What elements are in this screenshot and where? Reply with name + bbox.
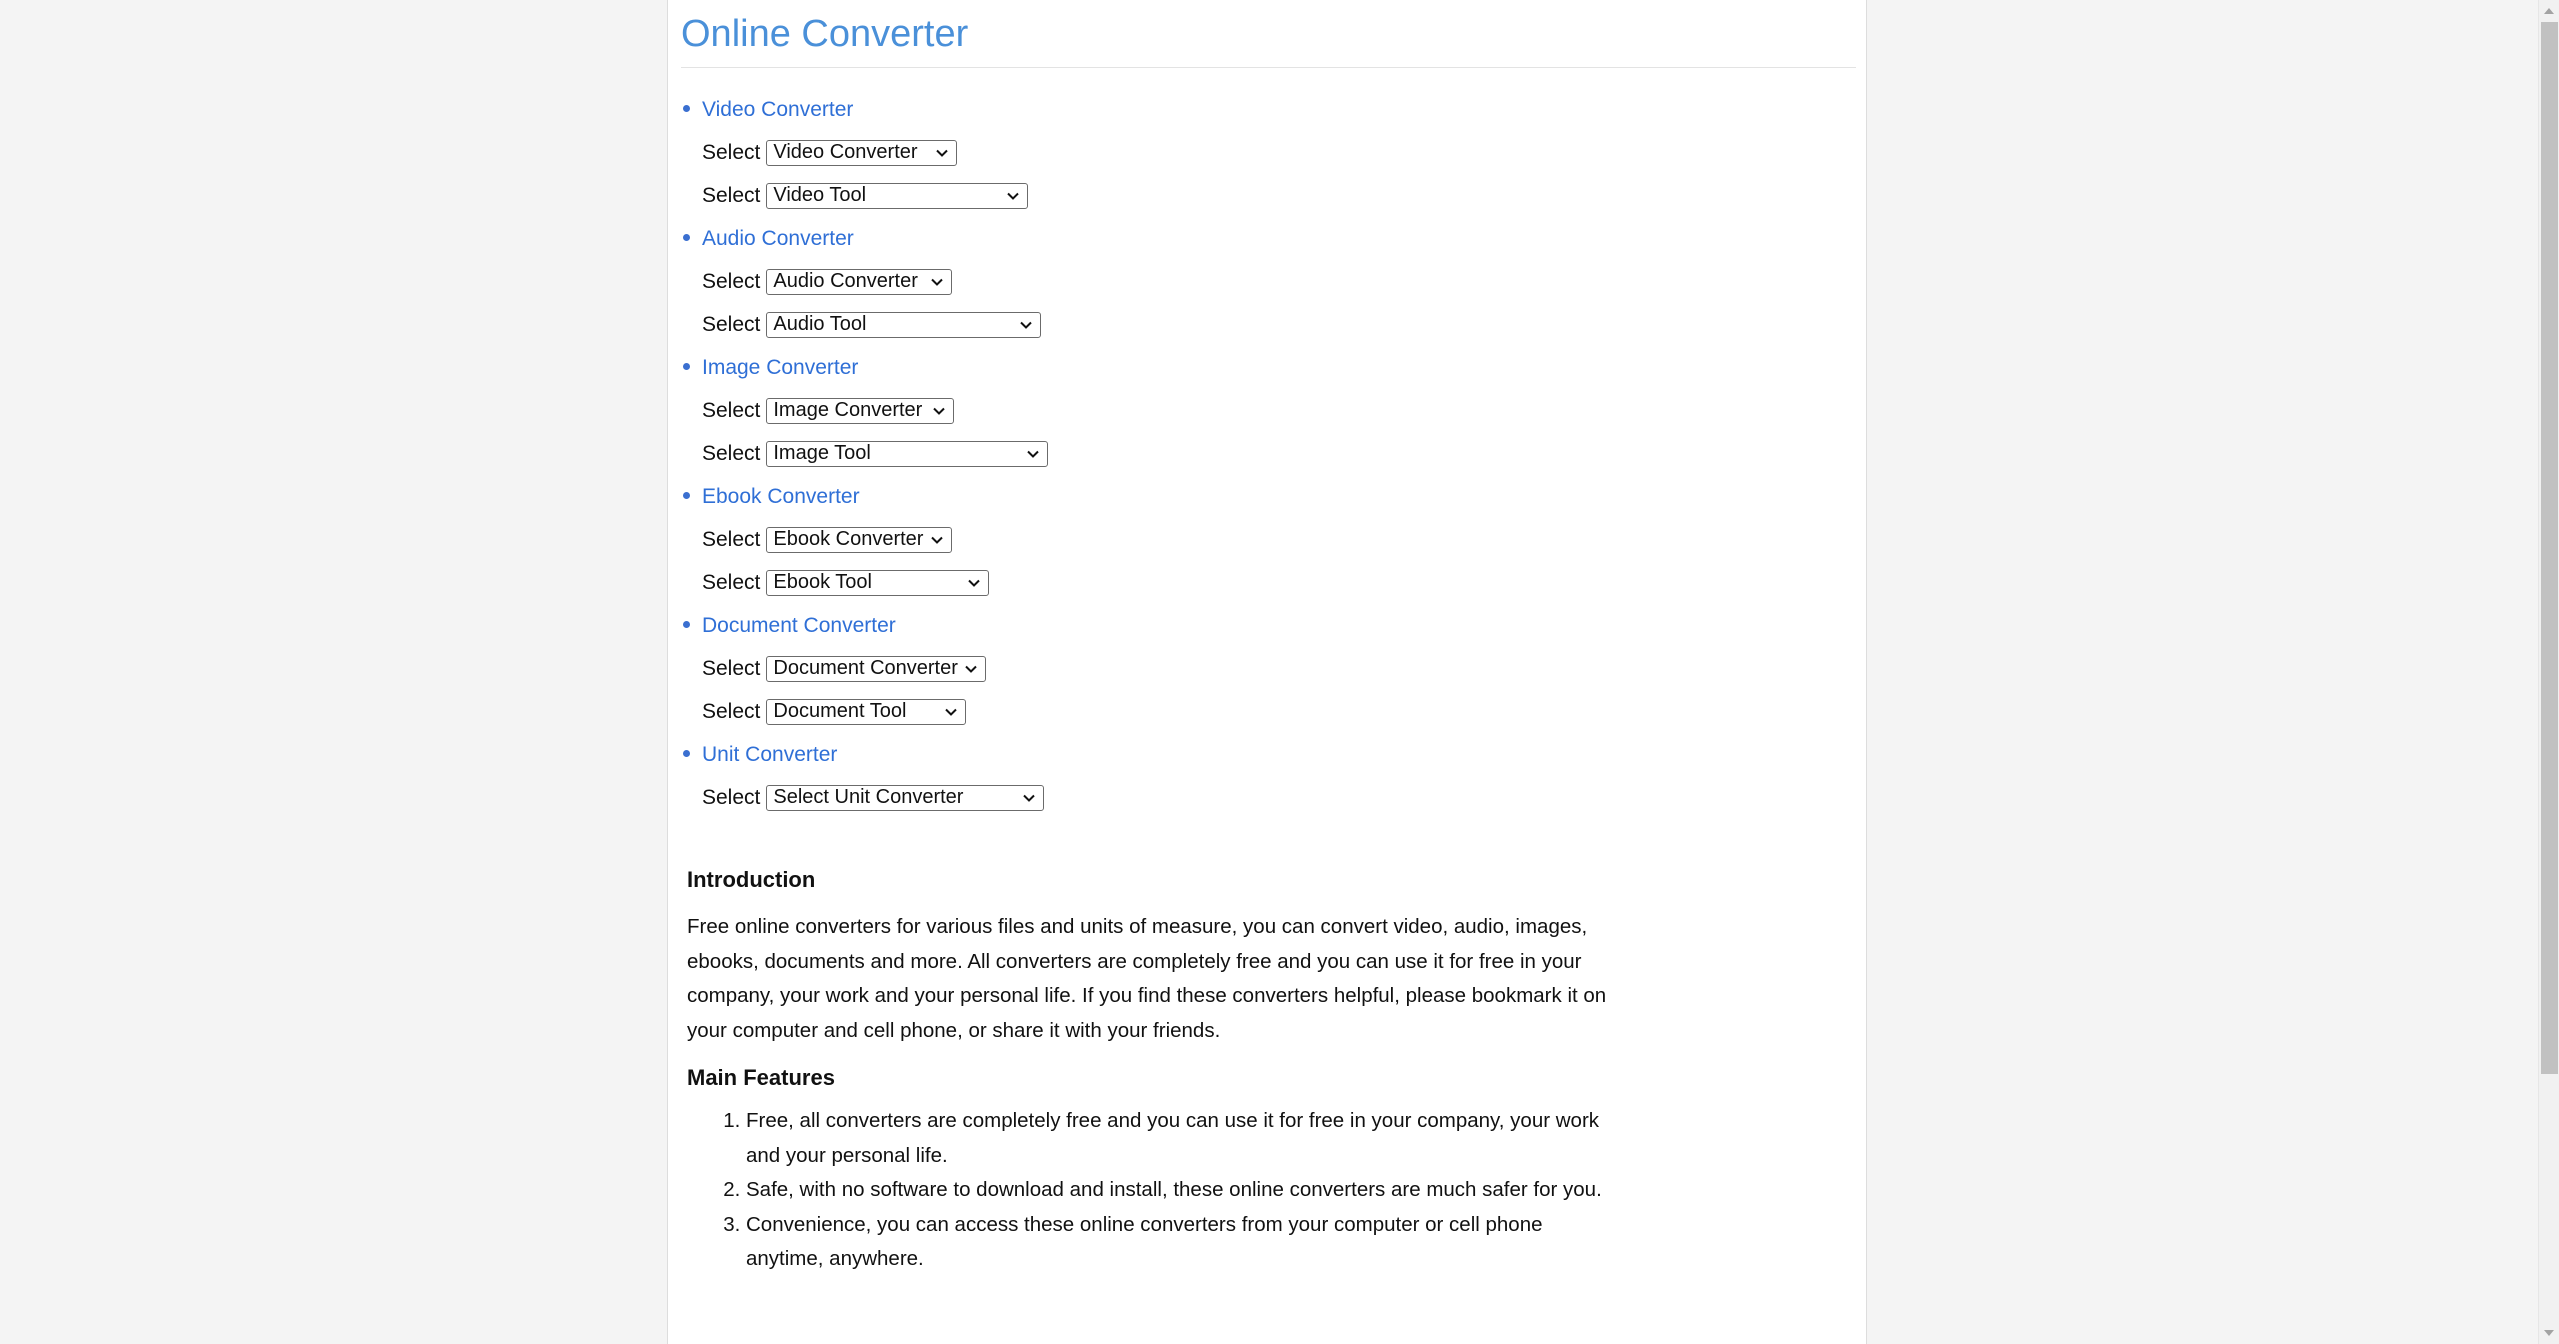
select-label: Select xyxy=(702,785,761,809)
list-bullet xyxy=(683,363,690,370)
select-value: Video Tool xyxy=(773,183,867,206)
chevron-down-icon xyxy=(1022,791,1036,805)
select-row xyxy=(702,432,1781,475)
select-row xyxy=(702,174,1781,217)
select-value: Ebook Converter xyxy=(773,527,924,550)
list-item: 1. Free, all converters are completely free and you can use it for free in your company, your work and your personal life. xyxy=(746,1104,1607,1173)
select-label: Select xyxy=(702,441,761,465)
features-heading: Main Features xyxy=(687,1065,835,1090)
select-row xyxy=(702,776,1781,819)
document-tool-select[interactable] xyxy=(766,699,966,725)
converter-category-list xyxy=(681,88,1781,819)
introduction-paragraph: Free online converters for various files and units of measure, you can convert video, audio, images, ebooks, documents and more. All converters are completely free and you can use it for free in your company, your work and your personal life. If you find these converters helpful, please bookmark it on your computer and cell phone, or share it with your friends. xyxy=(687,915,1607,1042)
category-unit xyxy=(681,733,1781,819)
select-value: Document Converter xyxy=(773,656,958,679)
select-value: Image Converter xyxy=(773,398,923,421)
chevron-down-icon xyxy=(944,705,958,719)
chevron-down-icon xyxy=(932,404,946,418)
list-bullet xyxy=(683,492,690,499)
vertical-scrollbar[interactable] xyxy=(2538,0,2559,1344)
category-ebook xyxy=(681,475,1781,604)
select-value: Document Tool xyxy=(773,699,907,722)
chevron-down-icon xyxy=(930,275,944,289)
select-label: Select xyxy=(702,398,761,422)
ebook-converter-link[interactable]: Ebook Converter xyxy=(702,485,860,508)
select-label: Select xyxy=(702,312,761,336)
select-row xyxy=(702,647,1781,690)
scrollbar-thumb[interactable] xyxy=(2541,22,2558,1074)
category-video xyxy=(681,88,1781,217)
scroll-up-icon[interactable] xyxy=(2544,8,2554,14)
list-bullet xyxy=(683,234,690,241)
ebook-tool-select[interactable] xyxy=(766,570,989,596)
introduction-heading: Introduction xyxy=(687,867,816,892)
audio-tool-select[interactable] xyxy=(766,312,1041,338)
page-container xyxy=(667,0,1867,1344)
image-tool-select[interactable] xyxy=(766,441,1048,467)
category-document xyxy=(681,604,1781,733)
title-divider xyxy=(681,67,1856,68)
audio-converter-link[interactable]: Audio Converter xyxy=(702,227,854,250)
select-row xyxy=(702,690,1781,733)
ebook-converter-select[interactable] xyxy=(766,527,952,553)
chevron-down-icon xyxy=(1006,189,1020,203)
select-row xyxy=(702,260,1781,303)
select-label: Select xyxy=(702,269,761,293)
select-value: Image Tool xyxy=(773,441,871,464)
list-bullet xyxy=(683,621,690,628)
scroll-down-icon[interactable] xyxy=(2544,1330,2554,1336)
select-value: Audio Converter xyxy=(773,269,918,292)
list-item: 3. Convenience, you can access these online converters from your computer or cell phone anytime, anywhere. xyxy=(746,1208,1607,1277)
select-label: Select xyxy=(702,570,761,594)
select-row xyxy=(702,131,1781,174)
chevron-down-icon xyxy=(935,146,949,160)
select-label: Select xyxy=(702,527,761,551)
audio-converter-select[interactable] xyxy=(766,269,952,295)
select-label: Select xyxy=(702,183,761,207)
site-title[interactable]: Online Converter xyxy=(681,13,969,55)
main-content xyxy=(687,858,1607,1277)
chevron-down-icon xyxy=(964,662,978,676)
select-row xyxy=(702,518,1781,561)
document-converter-link[interactable]: Document Converter xyxy=(702,614,896,637)
image-converter-link[interactable]: Image Converter xyxy=(702,356,859,379)
unit-converter-link[interactable]: Unit Converter xyxy=(702,743,838,766)
list-bullet xyxy=(683,105,690,112)
video-tool-select[interactable] xyxy=(766,183,1028,209)
features-list xyxy=(687,1104,1607,1277)
select-label: Select xyxy=(702,140,761,164)
select-value: Video Converter xyxy=(773,140,918,163)
select-value: Select Unit Converter xyxy=(773,785,964,808)
select-row xyxy=(702,389,1781,432)
select-row xyxy=(702,561,1781,604)
select-label: Select xyxy=(702,699,761,723)
document-converter-select[interactable] xyxy=(766,656,986,682)
unit-converter-select[interactable] xyxy=(766,785,1044,811)
list-item: 2. Safe, with no software to download and install, these online converters are much safer for you. xyxy=(746,1173,1607,1208)
image-converter-select[interactable] xyxy=(766,398,954,424)
chevron-down-icon xyxy=(1019,318,1033,332)
category-audio xyxy=(681,217,1781,346)
chevron-down-icon xyxy=(1026,447,1040,461)
select-value: Ebook Tool xyxy=(773,570,872,593)
select-value: Audio Tool xyxy=(773,312,867,335)
video-converter-select[interactable] xyxy=(766,140,957,166)
select-label: Select xyxy=(702,656,761,680)
chevron-down-icon xyxy=(930,533,944,547)
chevron-down-icon xyxy=(967,576,981,590)
category-image xyxy=(681,346,1781,475)
select-row xyxy=(702,303,1781,346)
video-converter-link[interactable]: Video Converter xyxy=(702,98,854,121)
list-bullet xyxy=(683,750,690,757)
